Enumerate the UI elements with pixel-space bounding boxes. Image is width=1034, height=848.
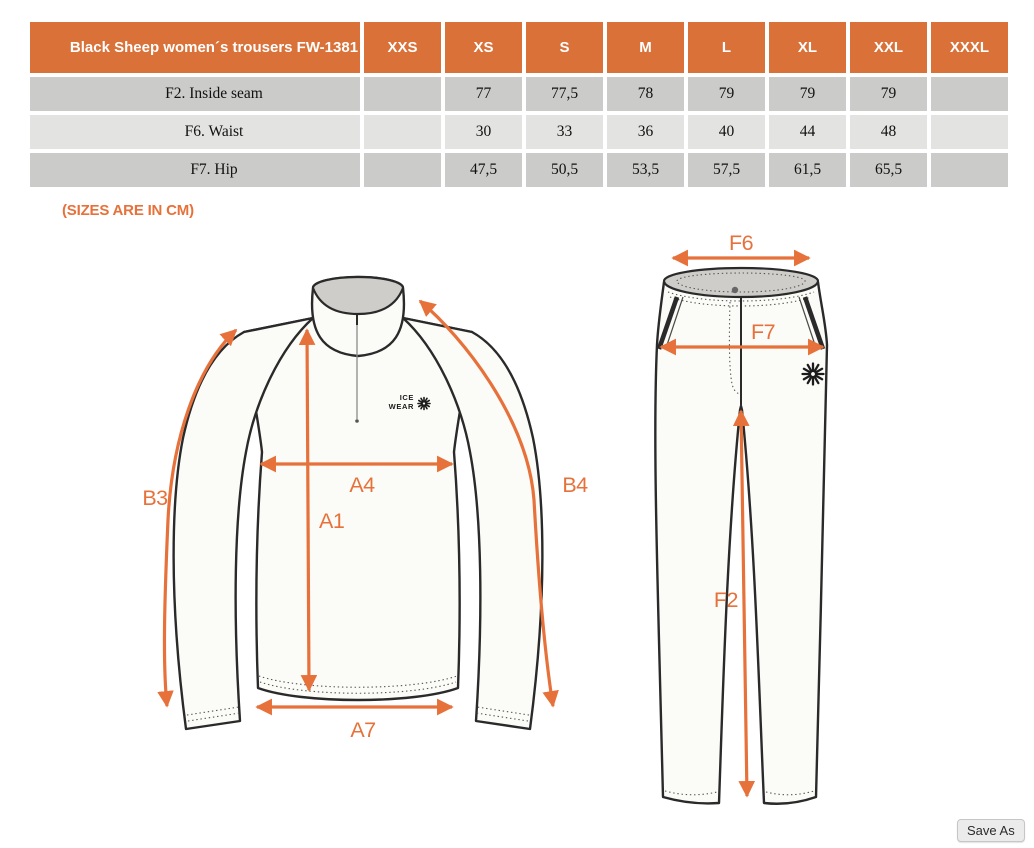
cell-hip-xs: 47,5 [445, 153, 522, 187]
trousers-drawing [655, 231, 827, 804]
shirt-drawing [142, 277, 588, 742]
table-title: Black Sheep women´s trousers FW-1381 [30, 22, 360, 73]
sizes-unit-note: (SIZES ARE IN CM) [62, 202, 194, 219]
zipper-pull [355, 419, 359, 423]
cell-hip-xxl: 65,5 [850, 153, 927, 187]
row-label-hip: F7. Hip [30, 153, 360, 187]
col-header-xxs: XXS [364, 22, 441, 73]
cell-hip-xl: 61,5 [769, 153, 846, 187]
col-header-s: S [526, 22, 603, 73]
cell-waist-xs: 30 [445, 115, 522, 149]
cell-inside-seam-s: 77,5 [526, 77, 603, 111]
label-b3: B3 [142, 486, 168, 510]
cell-inside-seam-xxs [364, 77, 441, 111]
logo-line2: WEAR [388, 402, 414, 411]
cell-hip-m: 53,5 [607, 153, 684, 187]
cell-inside-seam-l: 79 [688, 77, 765, 111]
measurement-diagram [0, 228, 1034, 828]
arrow-a1 [307, 330, 309, 690]
label-f2: F2 [713, 588, 738, 612]
cell-hip-s: 50,5 [526, 153, 603, 187]
label-a7: A7 [350, 718, 376, 742]
cell-waist-l: 40 [688, 115, 765, 149]
logo-line1: ICE [399, 393, 414, 402]
cell-waist-s: 33 [526, 115, 603, 149]
waist-button [732, 287, 738, 293]
cell-inside-seam-xxxl [931, 77, 1008, 111]
cell-waist-m: 36 [607, 115, 684, 149]
size-table [30, 22, 1008, 187]
col-header-l: L [688, 22, 765, 73]
cell-waist-xl: 44 [769, 115, 846, 149]
waist-opening [664, 268, 818, 297]
col-header-xxl: XXL [850, 22, 927, 73]
cell-inside-seam-xxl: 79 [850, 77, 927, 111]
cell-hip-xxs [364, 153, 441, 187]
cell-inside-seam-xl: 79 [769, 77, 846, 111]
save-as-button[interactable]: Save As [957, 819, 1025, 842]
label-f6: F6 [728, 231, 754, 255]
cell-hip-xxxl [931, 153, 1008, 187]
col-header-xxxl: XXXL [931, 22, 1008, 73]
cell-waist-xxxl [931, 115, 1008, 149]
cell-inside-seam-m: 78 [607, 77, 684, 111]
cell-inside-seam-xs: 77 [445, 77, 522, 111]
label-f7: F7 [750, 320, 776, 344]
label-a4: A4 [349, 473, 375, 497]
row-label-waist: F6. Waist [30, 115, 360, 149]
row-label-inside-seam: F2. Inside seam [30, 77, 360, 111]
col-header-xs: XS [445, 22, 522, 73]
label-a1: A1 [319, 509, 345, 533]
col-header-xl: XL [769, 22, 846, 73]
label-b4: B4 [562, 473, 588, 497]
col-header-m: M [607, 22, 684, 73]
cell-waist-xxs [364, 115, 441, 149]
cell-waist-xxl: 48 [850, 115, 927, 149]
cell-hip-l: 57,5 [688, 153, 765, 187]
